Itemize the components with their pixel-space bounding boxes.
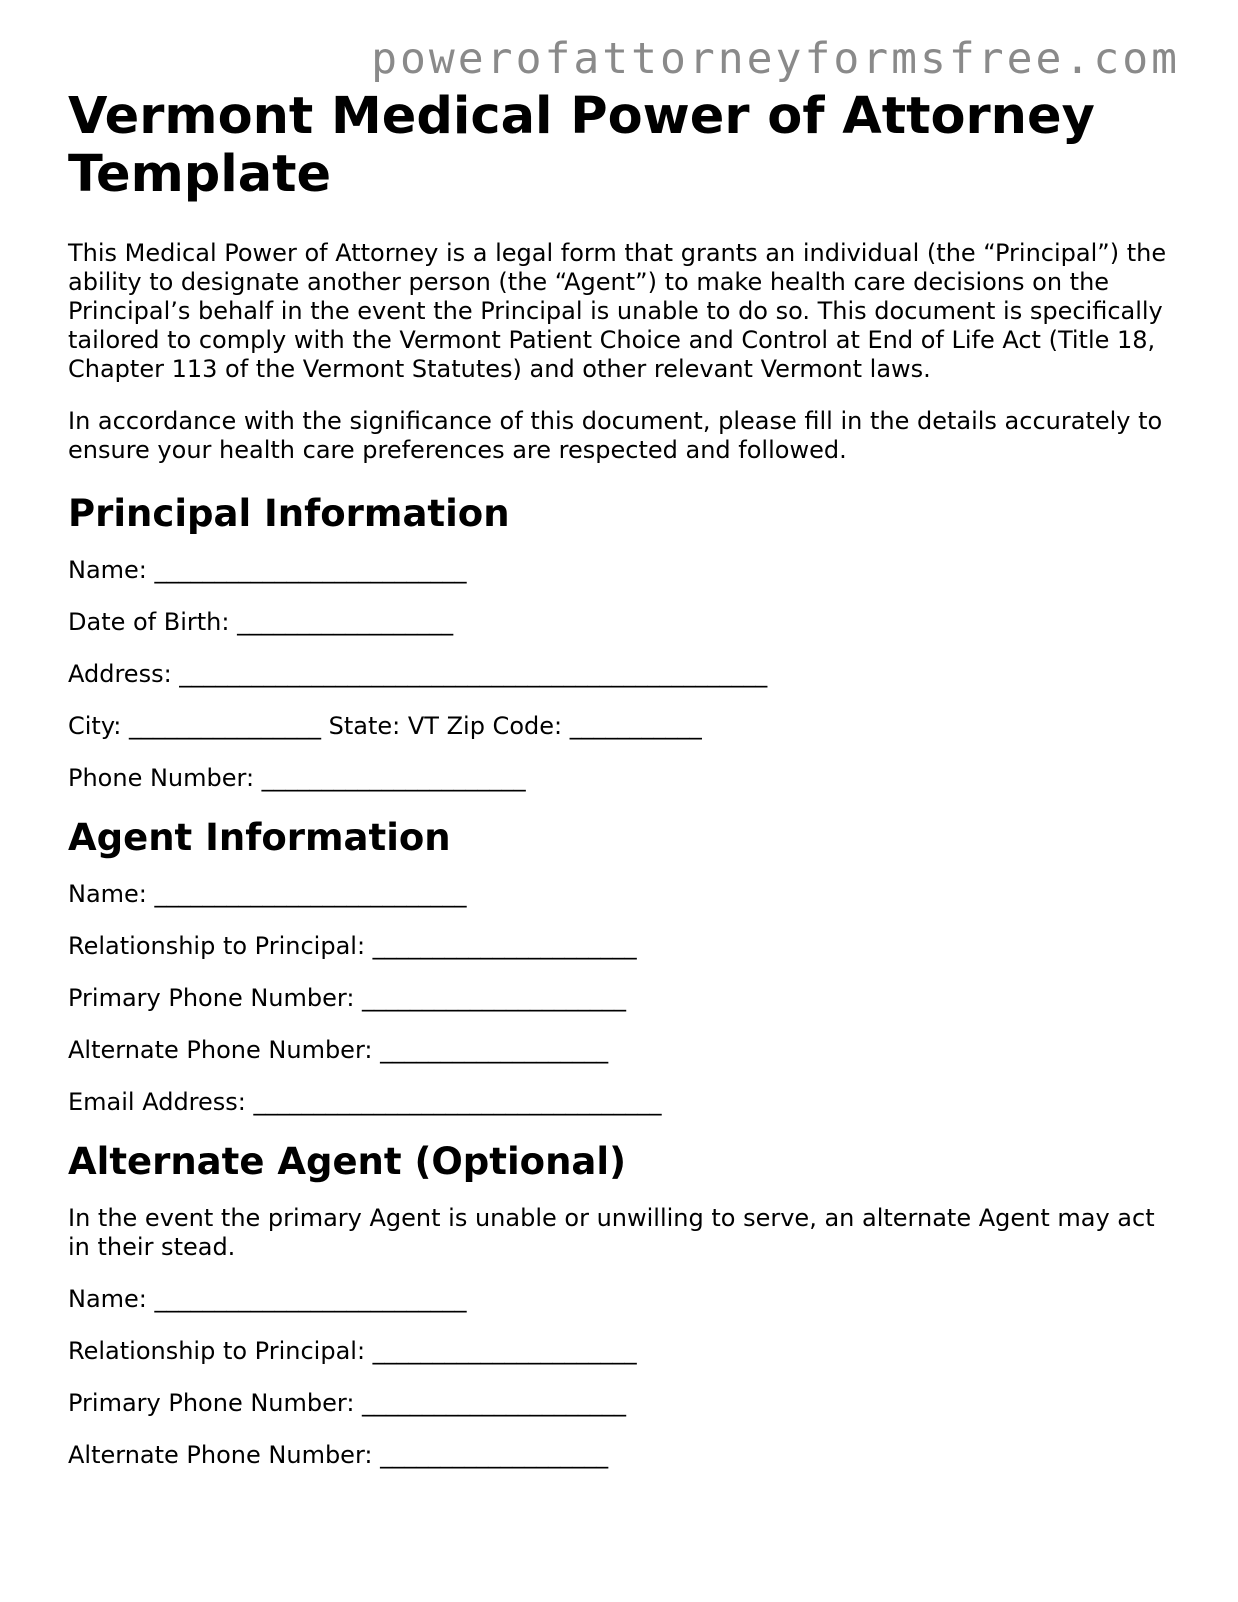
instruction-paragraph: In accordance with the significance of this document, please fill in the details accurately to ensure your health care preferences are respected and followed.	[68, 407, 1163, 464]
agent-email-field[interactable]: Email Address: __________________________________	[68, 1088, 662, 1116]
alternate-agent-heading: Alternate Agent (Optional)	[68, 1140, 626, 1183]
document-title: Vermont Medical Power of Attorney Template	[68, 87, 1095, 204]
alternate-agent-section	[68, 1140, 1178, 1470]
principal-name-field[interactable]: Name: __________________________	[68, 556, 467, 584]
principal-dob-field[interactable]: Date of Birth: __________________	[68, 608, 454, 636]
agent-alternate-phone-field[interactable]: Alternate Phone Number: ___________________	[68, 1036, 609, 1064]
agent-primary-phone-field[interactable]: Primary Phone Number: ______________________	[68, 984, 627, 1012]
principal-section	[68, 492, 1178, 793]
alternate-agent-primary-phone-field[interactable]: Primary Phone Number: ______________________	[68, 1389, 627, 1417]
agent-heading: Agent Information	[68, 816, 451, 859]
intro-paragraph: This Medical Power of Attorney is a legal form that grants an individual (the “Principal”) the ability to designate another person (the “Agent”) to make health care decisions on the Principal’s behalf in the event the Principal is unable to do so. This document is specifically tailored to comply with the Vermont Patient Choice and Control at End of Life Act (Title 18, Chapter 113 of the Vermont Statutes) and other relevant Vermont laws.	[68, 239, 1167, 383]
document-body	[68, 88, 1178, 1493]
watermark: powerofattorneyformsfree.com	[371, 34, 1180, 84]
alternate-agent-relationship-field[interactable]: Relationship to Principal: ______________________	[68, 1337, 637, 1365]
agent-relationship-field[interactable]: Relationship to Principal: ______________________	[68, 932, 637, 960]
principal-phone-field[interactable]: Phone Number: ______________________	[68, 764, 526, 792]
agent-section	[68, 816, 1178, 1117]
alternate-agent-alternate-phone-field[interactable]: Alternate Phone Number: ___________________	[68, 1441, 609, 1469]
alternate-agent-description: In the event the primary Agent is unable or unwilling to serve, an alternate Agent may act in their stead.	[68, 1204, 1155, 1261]
principal-heading: Principal Information	[68, 492, 510, 535]
alternate-agent-name-field[interactable]: Name: __________________________	[68, 1285, 467, 1313]
agent-name-field[interactable]: Name: __________________________	[68, 880, 467, 908]
principal-city-state-zip-field[interactable]: City: ________________ State: VT Zip Code: ___________	[68, 712, 702, 740]
principal-address-field[interactable]: Address: _________________________________________________	[68, 660, 768, 688]
